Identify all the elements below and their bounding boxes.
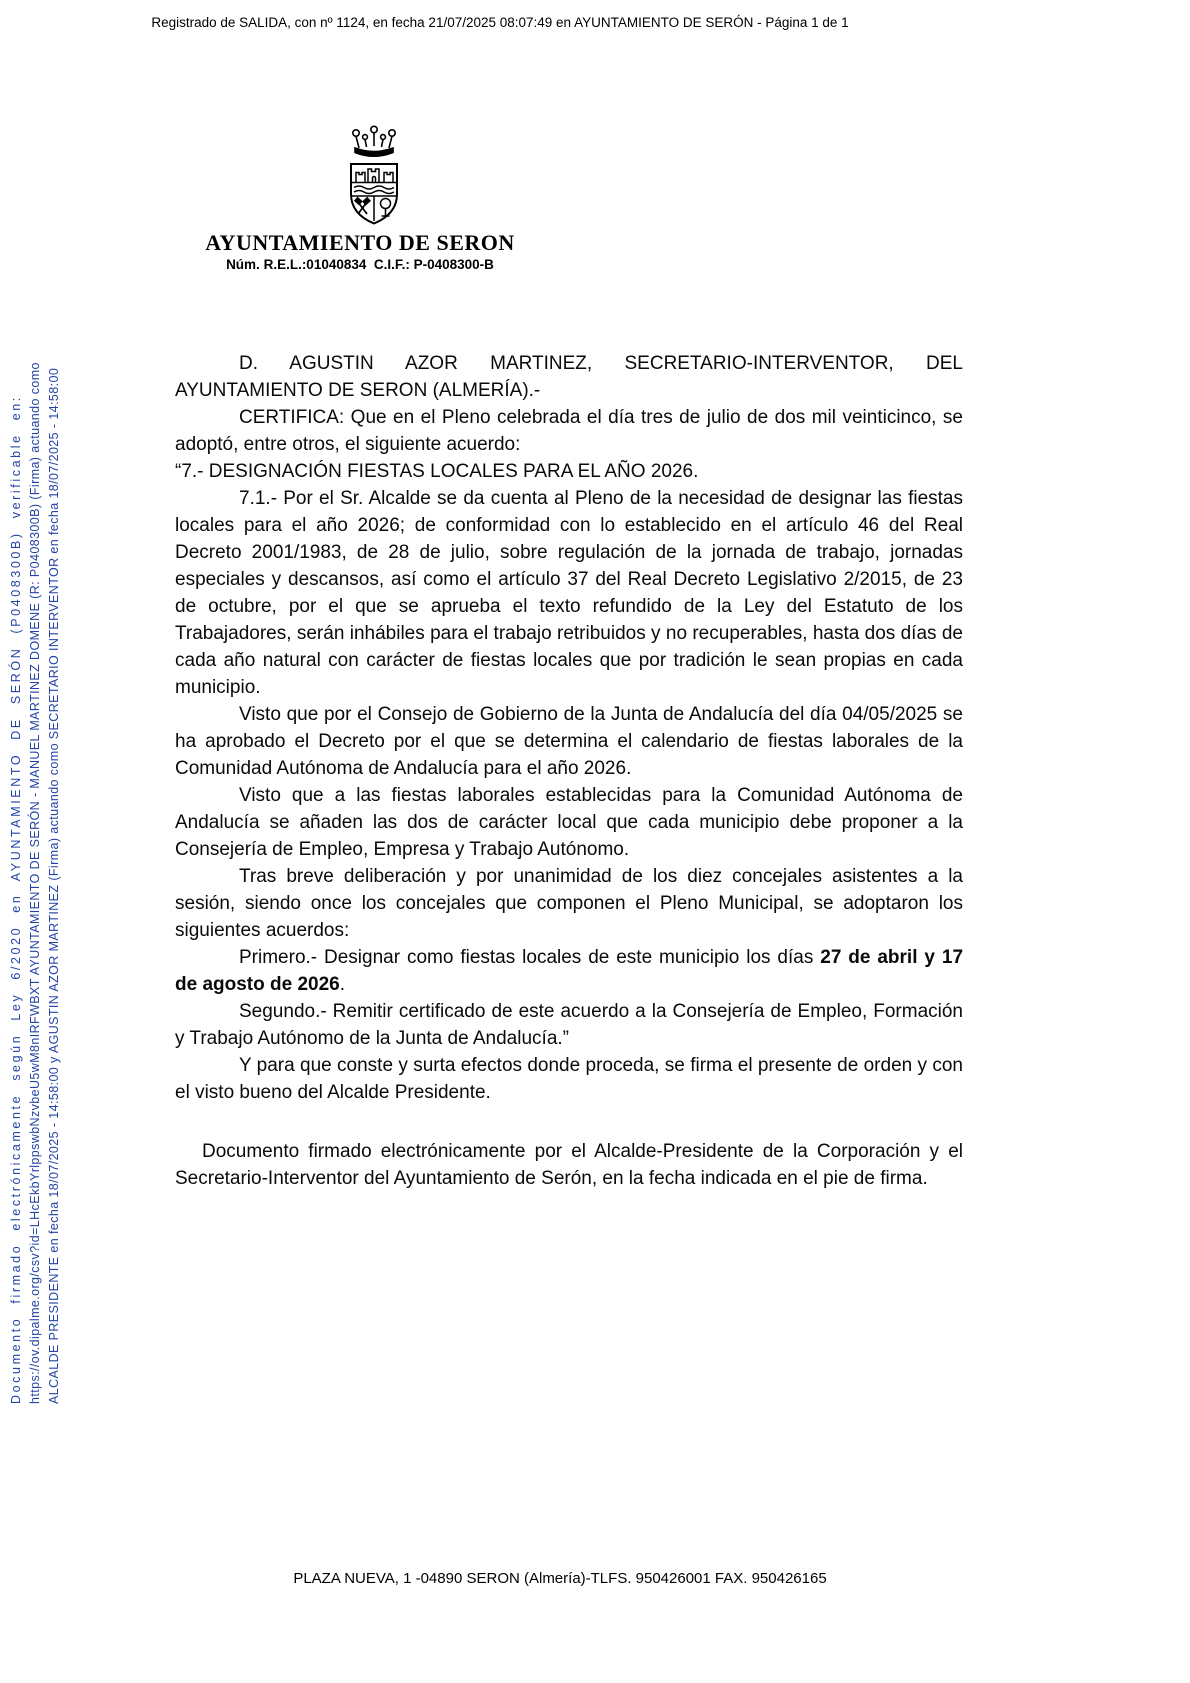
signature-margin-text	[7, 192, 69, 1404]
electronic-signature-margin	[7, 192, 69, 1404]
seron-coat-of-arms-icon	[343, 124, 405, 226]
paragraph-conste: Y para que conste y surta efectos donde proceda, se firma el presente de orden y con el visto bueno del Alcalde Presidente.	[175, 1055, 963, 1103]
paragraph-tras: Tras breve deliberación y por unanimidad de los diez concejales asistentes a la sesión, siendo once los concejales que componen el Pleno Municipal, se adoptaron los siguientes acuerdos:	[175, 866, 963, 941]
organization-registry-line: Núm. R.E.L.:01040834 C.I.F.: P-0408300-B	[226, 257, 494, 272]
paragraph-visto-2: Visto que a las fiestas laborales establecidas para la Comunidad Autónoma de Andalucía se añaden las dos de carácter local que cada municipio debe proponer a la Consejería de Empleo, Empresa y Trabajo Autónomo.	[175, 785, 963, 860]
organization-name: AYUNTAMIENTO DE SERON	[205, 230, 515, 255]
primero-suffix: .	[339, 974, 346, 995]
paragraph-7-1: 7.1.- Por el Sr. Alcalde se da cuenta al Pleno de la necesidad de designar las fiestas locales para el año 2026; de conformidad con lo establecido en el artículo 46 del Real Decreto 2001/1983, de 28 de julio, sobre regulación de la jornada de trabajo, jornadas especiales y descansos, así como el artículo 37 del Real Decreto Legislativo 2/2015, de 23 de octubre, por el que se aprueba el texto refundido de la Ley del Estatuto de los Trabajadores, serán inhábiles para el trabajo retribuidos y no recuperables, hasta dos días de cada año natural con carácter de fiestas locales que por tradición le sean propias en cada municipio.	[175, 488, 963, 698]
signature-margin-line-3: ALCALDE PRESIDENTE en fecha 18/07/2025 - 14:58:00 y AGUSTIN AZOR MARTINEZ (Firma) actuando como SECRETARIO INTERVENTOR en fecha 18/07/2025 - 14:58:00	[47, 367, 61, 1404]
paragraph-agenda-heading: “7.- DESIGNACIÓN FIESTAS LOCALES PARA EL AÑO 2026.	[175, 461, 699, 482]
paragraph-primero	[175, 944, 963, 998]
primero-dates-bold: 27 de abril y 17 de agosto de 2026	[175, 947, 964, 995]
paragraph-electronic-signature-note: Documento firmado electrónicamente por el Alcalde-Presidente de la Corporación y el Secretario-Interventor del Ayuntamiento de Serón, en la fecha indicada en el pie de firma.	[175, 1141, 963, 1189]
signature-margin-line-1: Documento firmado electrónicamente según Ley 6/2020 en AYUNTAMIENTO DE SERÓN (P0408300B) verificable en:	[9, 395, 23, 1404]
signature-verification-url: https://ov.dipalme.org/csv?id=LHcEkbYrlppswbNzvbeU5wM8nIRFWBXT AYUNTAMIENTO DE SERÓN - MANUEL MARTINEZ DOMENE (R: P0408300B) (Firma) actuando como	[28, 362, 42, 1404]
primero-prefix: Primero.- Designar como fiestas locales de este municipio los días	[239, 947, 821, 968]
footer-address-line: PLAZA NUEVA, 1 -04890 SERON (Almería)-TLFS. 950426001 FAX. 950426165	[293, 1570, 827, 1587]
paragraph-visto-1: Visto que por el Consejo de Gobierno de la Junta de Andalucía del día 04/05/2025 se ha aprobado el Decreto por el que se determina el calendario de fiestas laborales de la Comunidad Autónoma de Andalucía para el año 2026.	[175, 704, 963, 779]
paragraph-intro: D. AGUSTIN AZOR MARTINEZ, SECRETARIO-INTERVENTOR, DEL AYUNTAMIENTO DE SERON (ALMERÍA).-	[175, 353, 963, 401]
registration-stamp-line: Registrado de SALIDA, con nº 1124, en fecha 21/07/2025 08:07:49 en AYUNTAMIENTO DE SERÓN - Página 1 de 1	[151, 15, 849, 30]
certificate-body	[175, 350, 963, 1192]
paragraph-segundo: Segundo.- Remitir certificado de este acuerdo a la Consejería de Empleo, Formación y Trabajo Autónomo de la Junta de Andalucía.”	[175, 1001, 963, 1049]
paragraph-certifica: CERTIFICA: Que en el Pleno celebrada el día tres de julio de dos mil veinticinco, se adoptó, entre otros, el siguiente acuerdo:	[175, 407, 963, 455]
